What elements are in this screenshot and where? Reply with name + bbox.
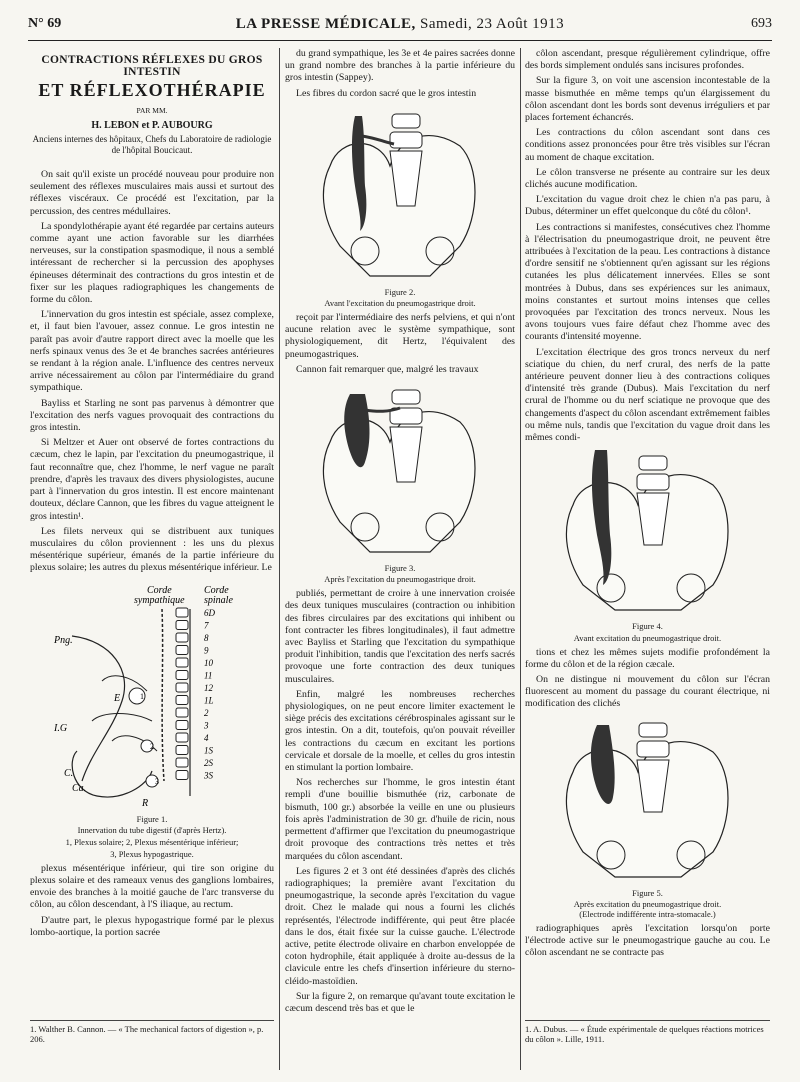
label-1: 1	[140, 691, 144, 701]
paragraph: La spondylothérapie ayant été regardée par certains auteurs comme ayant une action favorable sur les diarrhées nerveuses, sur la constipation spasmodique, il nous a semblé intéressant de rechercher si la percussion des apophyses épineuses déterminait des contractions du gros intestin et de fixer sur les plaques radiographiques les changements de forme du côlon.	[30, 220, 274, 306]
figure-2-label: Figure 2.	[384, 286, 416, 297]
paragraph: radiographiques après l'excitation lorsqu'on porte l'électrode active sur le pneumogastrique gauche au cou. Le côlon ascendant ne se contracte pas	[525, 922, 770, 959]
column-1	[30, 48, 274, 1032]
vagus-nerve-line	[72, 636, 125, 781]
vertebra-body	[176, 720, 188, 729]
transverse-colon-shadow	[362, 136, 394, 144]
issue-date: Samedi, 23 Août 1913	[420, 16, 565, 32]
radiograph-before-excitation-2	[553, 450, 743, 618]
transverse-colon-shadow	[365, 408, 400, 411]
figure-4-label: Figure 4.	[632, 621, 663, 632]
vertebra-body	[176, 695, 188, 704]
vertebra-body	[176, 658, 188, 667]
label-ca: Ca.	[72, 782, 87, 794]
paragraph: Les figures 2 et 3 ont été dessinées d'après des clichés radiographiques; la première avant l'excitation du pneumogastrique, la seconde après l'excitation du vague droit. Chez le malade qui nous a fourni les clichés représentés, l'électrode indifférente, qui peut être placée dans le dos, était fixée sur la cuisse gauche. L'électrode active, petite électrode olivaire en charbon enveloppée de coton hydrophile, était appliquée à droite au-dessus de la clavicule entre les chefs d'insertion inférieure du sterno-cléido-mastoïdien.	[285, 865, 515, 987]
vertebra-body	[176, 620, 188, 629]
vertebra-label: 10	[204, 657, 213, 668]
paragraph: L'excitation électrique des gros troncs nerveux du nerf sciatique du chien, du nerf crural, des nerfs de la patte antérieure peuvent donner lieu à des contractions coliques d'intensité très grande (Dubus). Mais l'excitation du nerf crural de l'homme ou du nerf sciatique ne provoque que des changements d'aspect du côlon ascendant extrêmement faibles ou même nuls, tandis que l'excitation du vague droit dans les mêmes condi-	[525, 346, 770, 444]
figure-3	[285, 382, 515, 584]
paragraph: L'excitation du vague droit chez le chien n'a pas paru, à Dubus, déterminer un effet quelconque du côté du côlon¹.	[525, 194, 770, 218]
column-3	[525, 48, 770, 1032]
author-affiliation: Anciens internes des hôpitaux, Chefs du Laboratoire de radiologie de l'hôpital Boucicaut.	[32, 134, 272, 155]
paragraph: D'autre part, le plexus hypogastrique formé par le plexus lombo-aortique, la portion sacrée	[30, 914, 274, 938]
vertebra-body	[176, 770, 188, 779]
label-ig: I.G	[54, 722, 68, 734]
nerve-branch	[92, 713, 152, 721]
paragraph: côlon ascendant, presque régulièrement cylindrique, offre des bords simplement ondulés sans incisures profondes.	[525, 48, 770, 72]
column-2	[285, 48, 515, 1032]
label-corde-sympathique-2: sympathique	[134, 594, 185, 606]
paragraph: Le côlon transverse ne présente au contraire sur les deux clichés aucune modification.	[525, 166, 770, 191]
vertebra	[637, 474, 669, 490]
article-title-line2: ET RÉFLEXOTHÉRAPIE	[38, 80, 266, 101]
page-number: 693	[751, 16, 772, 31]
vertebra-body	[176, 745, 188, 754]
label-png: Png.	[54, 634, 73, 646]
paragraph: On ne distingue ni mouvement du côlon sur l'écran fluorescent au moment du passage du courant électrique, ni modification des clichés	[525, 673, 770, 710]
vertebra-body	[176, 608, 188, 617]
vertebra-body	[176, 670, 188, 679]
vertebra-label: 1S	[204, 745, 213, 756]
issue-number: N° 69	[28, 16, 62, 31]
paragraph: publiés, permettant de croire à une innervation croisée des deux tuniques musculaires (contraction ou inhibition des fibres circulaires par des excitations qui inhibent ou font contracter les fibres longitudinales), il faut admettre avec Bayliss et Starling que l'excitation du sympathique produit l'inhibition, tandis que l'excitation des nerfs sacrés provoque une forte contraction des deux tuniques musculaires.	[285, 588, 515, 685]
vertebra-label: 3S	[204, 770, 213, 781]
paragraph: Enfin, malgré les nombreuses recherches physiologiques, on ne peut encore limiter exactement le siège précis des excitations cérébrospinales agissant sur le gros intestin. On a dit, toutefois, qu'on pouvait réveiller les contractions du cæcum en excitant les portions cervicale et dorsale de la moelle, et celles du gros intestin en stimulant la portion lombaire.	[285, 688, 515, 774]
paragraph: Nos recherches sur l'homme, le gros intestin étant rempli d'une bouillie bismuthée (riz, carbonate de bismuth, 100 gr.) absorbée la veille en une ou plusieurs fois après l'administration de 30 gr. d'huile de ricin, nous permettent d'affirmer que l'excitation du pneumogastrique droit provoque des contractions très nettes et très marquées du côlon ascendant.	[285, 777, 515, 862]
innervation-diagram	[52, 581, 252, 811]
vertebra	[639, 723, 667, 737]
radiograph-after-excitation-2	[553, 717, 743, 885]
vertebra-body	[176, 733, 188, 742]
article-authors: H. LEBON et P. AUBOURG	[91, 119, 213, 131]
vertebra-body	[176, 645, 188, 654]
vertebra-label: 2	[204, 707, 209, 718]
paragraph: du grand sympathique, les 3e et 4e paires sacrées donne un grand nombre des branches à la partie inférieure du gros intestin (Sappey).	[285, 48, 515, 84]
radiograph-before-excitation	[310, 106, 490, 284]
label-c: C.	[64, 767, 74, 779]
figure-2-caption: Avant l'excitation du pneumogastrique droit.	[324, 298, 476, 309]
paragraph: Les contractions si manifestes, consécutives chez l'homme à l'électrisation du pneumogastrique droit, ne peuvent être attribuées à l'excitation de la peau. Les contractions à distance d'ordre sensitif ne s'obtiennent qu'en agissant sur les régions cutanées les plus délicatement innervées. Elles se sont montrées à Dubus, dans ses expériences sur les animaux, moins constantes et surtout moins intenses que celles provoquées par l'excitation des troncs nerveux. Nous les avons toujours vues faire défaut chez l'homme avec des courants d'intensité moyenne.	[525, 221, 770, 343]
column-rule	[520, 48, 521, 1070]
paragraph: Si Meltzer et Auer ont observé de fortes contractions du cæcum, chez le lapin, par l'excitation du pneumogastrique, il faut reconnaître que, chez l'homme, le nerf vague ne paraît prendre, d'après les travaux des divers physiologistes, aucune part à l'innervation du gros intestin. Il est encore maintenant douteux, déclare Cannon, que les fibres du vague atteignent le gros intestin¹.	[30, 437, 274, 522]
vertebra	[390, 132, 422, 148]
figure-1	[30, 581, 274, 859]
vertebra-label: 12	[204, 682, 213, 693]
radiograph-after-excitation	[310, 382, 490, 560]
paragraph: L'innervation du gros intestin est spéciale, assez complexe, et, il faut bien l'avouer, assez connue. Le gros intestin ne paraît pas avoir d'autre rapport direct avec la moelle que les nerfs spinaux venus des 3e et 4e branches sacrées antérieures se rendant à la région anale. L'influence des centres nerveux arrive nécessairement au côlon par l'intermédiaire du grand sympathique.	[30, 309, 274, 394]
running-head	[28, 16, 772, 33]
column-rule	[279, 48, 280, 1070]
paragraph: Bayliss et Starling ne sont pas parvenus à démontrer que l'excitation des nerfs vagues provoquait des contractions du gros intestin.	[30, 397, 274, 434]
figure-5-caption-line2: (Electrode indifférente intra-stomacale.)	[579, 908, 716, 919]
vertebra-label: 7	[204, 620, 209, 631]
vertebra	[637, 741, 669, 757]
paragraph: Sur la figure 2, on remarque qu'avant toute excitation le cæcum descend très bas et que le	[285, 990, 515, 1014]
article-title-line1: CONTRACTIONS RÉFLEXES DU GROS INTESTIN	[41, 54, 263, 79]
paragraph: Cannon fait remarquer que, malgré les travaux	[296, 363, 479, 375]
vertebra-body	[176, 683, 188, 692]
figure-1-legend-line2: 3, Plexus hypogastrique.	[110, 848, 194, 859]
vertebra-label: 1L	[204, 695, 214, 706]
vertebra-label: 4	[204, 732, 209, 743]
label-corde-spinale-2: spinale	[204, 594, 233, 606]
vertebra-label: 3	[204, 720, 209, 731]
vertebra	[392, 390, 420, 404]
label-corde-sympathique-1: Corde	[147, 584, 172, 596]
figure-3-label: Figure 3.	[384, 563, 416, 574]
label-2: 2	[150, 741, 154, 751]
figure-1-label: Figure 1.	[136, 813, 168, 824]
figure-2	[285, 106, 515, 308]
label-corde-spinale-1: Corde	[204, 584, 229, 596]
vertebra-body	[176, 633, 188, 642]
footnote-col3: 1. A. Dubus. — « Étude expérimentale de quelques réactions motrices du côlon ». Lille, 1911.	[525, 1020, 770, 1044]
figure-5	[525, 717, 770, 919]
paragraph: On sait qu'il existe un procédé nouveau pour produire non seulement des réflexes musculaires mais aussi et surtout des réflexes viscéraux. Ce procédé est l'excitation, par la percussion, des centres médullaires.	[30, 169, 274, 217]
figure-1-caption: Innervation du tube digestif (d'après Hertz).	[77, 824, 227, 835]
label-r: R	[142, 797, 149, 809]
paragraph: Les fibres du cordon sacré que le gros intestin	[296, 87, 477, 99]
paragraph: plexus mésentérique inférieur, qui tire son origine du plexus solaire et des rameaux venus des ganglions lombaires, envoie des branches à la moitié gauche de l'arc transverse du côlon, au côlon descendant, à l'S iliaque, au rectum.	[30, 862, 274, 911]
figure-5-caption-line1: Après excitation du pneumogastrique droit.	[573, 898, 722, 909]
page-header	[28, 10, 772, 41]
vertebra-label: 8	[204, 632, 209, 643]
vertebra-label: 2S	[204, 757, 213, 768]
byline-par: PAR MM.	[136, 105, 168, 115]
vertebra-body	[176, 708, 188, 717]
publication-name: LA PRESSE MÉDICALE,	[235, 16, 416, 32]
label-3: 3	[155, 776, 159, 786]
footnote-col1: 1. Walther B. Cannon. — « The mechanical factors of digestion », p. 206.	[30, 1020, 274, 1044]
sympathetic-chain-line	[162, 609, 164, 781]
figure-5-label: Figure 5.	[632, 887, 663, 898]
vertebra	[392, 114, 420, 128]
label-e: E	[114, 692, 121, 704]
figure-1-legend-line1: 1, Plexus solaire; 2, Plexus mésentérique inférieur;	[65, 836, 239, 847]
vertebra-body	[176, 758, 188, 767]
figure-4	[525, 450, 770, 642]
paragraph: Sur la figure 3, on voit une ascension incontestable de la masse bismuthée en même temps qu'un élargissement du côlon ascendant dont les bords sont devenus irréguliers et par places fortement échancrés.	[525, 75, 770, 124]
paragraph: Les filets nerveux qui se distribuent aux tuniques musculaires du côlon proviennent : les uns du plexus mésentérique supérieur, émanés de la partie inférieure du plexus solaire; les autres du plexus mésentérique inférieur. Le	[30, 525, 274, 574]
vertebra-label: 9	[204, 645, 209, 656]
vertebra-label: 11	[204, 670, 213, 681]
figure-4-caption: Avant excitation du pneumogastrique droit.	[573, 632, 722, 643]
paragraph: Les contractions du côlon ascendant sont dans ces conditions assez prononcées pour être très visibles sur l'écran au moment de chaque excitation.	[525, 127, 770, 163]
figure-3-caption: Après l'excitation du pneumogastrique droit.	[324, 574, 476, 585]
vertebra	[639, 456, 667, 470]
paragraph: tions et chez les mêmes sujets modifie profondément la forme du côlon et de la région cæcale.	[525, 646, 770, 670]
vertebra-label: 6D	[204, 607, 215, 618]
paragraph: reçoit par l'intermédiaire des nerfs pelviens, et qui n'ont aucune relation avec le système sympathique, sont physiologiquement, dit Hertz, l'équivalent des pneumogastriques.	[285, 312, 515, 360]
